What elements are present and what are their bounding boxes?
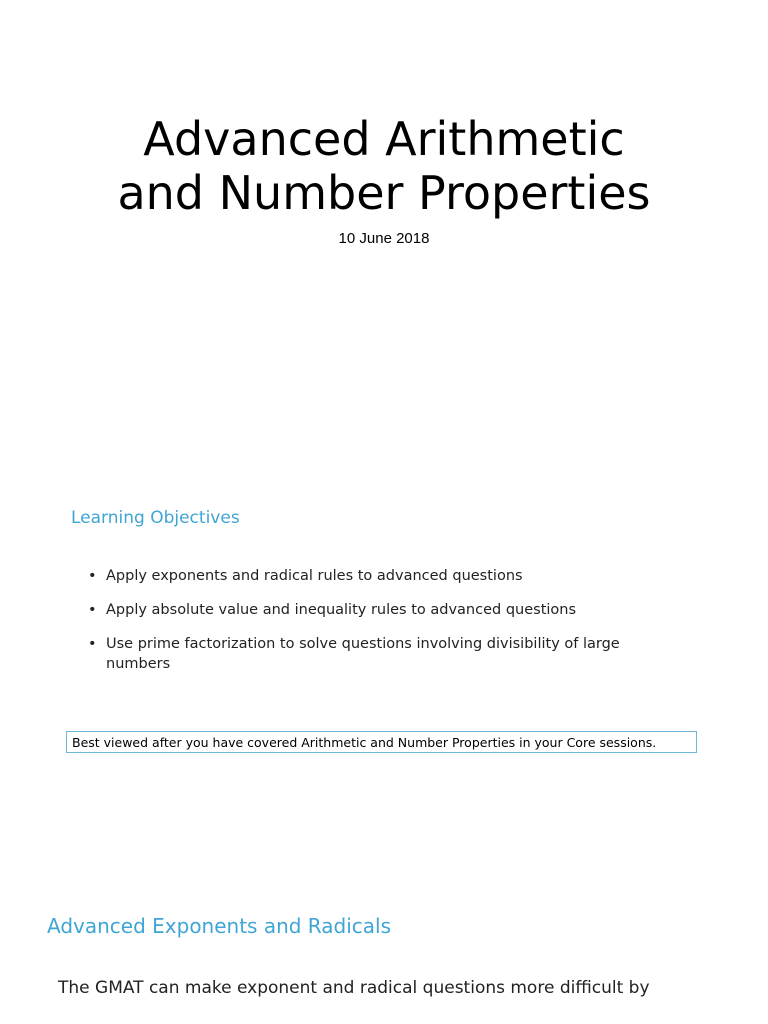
list-item-text: Apply absolute value and inequality rules to advanced questions (106, 602, 577, 618)
page-title-line-1: Advanced Arithmetic (143, 112, 625, 166)
section-heading: Advanced Exponents and Radicals (47, 914, 392, 938)
learning-objectives-list (88, 566, 648, 688)
list-item-text: Use prime factorization to solve questions involving divisibility of large numbers (106, 636, 620, 672)
bullet-icon: • (88, 636, 97, 652)
learning-objectives-heading: Learning Objectives (71, 508, 240, 528)
page-date: 10 June 2018 (338, 230, 430, 247)
list-item (88, 634, 648, 674)
page-title (0, 112, 768, 220)
bullet-icon: • (88, 602, 97, 618)
list-item (88, 566, 648, 586)
page-title-line-2: and Number Properties (117, 166, 651, 220)
note-box: Best viewed after you have covered Arithmetic and Number Properties in your Core sessions. (66, 731, 697, 753)
bullet-icon: • (88, 568, 97, 584)
section-body-text: The GMAT can make exponent and radical questions more difficult by (58, 978, 650, 998)
list-item (88, 600, 648, 620)
list-item-text: Apply exponents and radical rules to advanced questions (106, 568, 523, 584)
